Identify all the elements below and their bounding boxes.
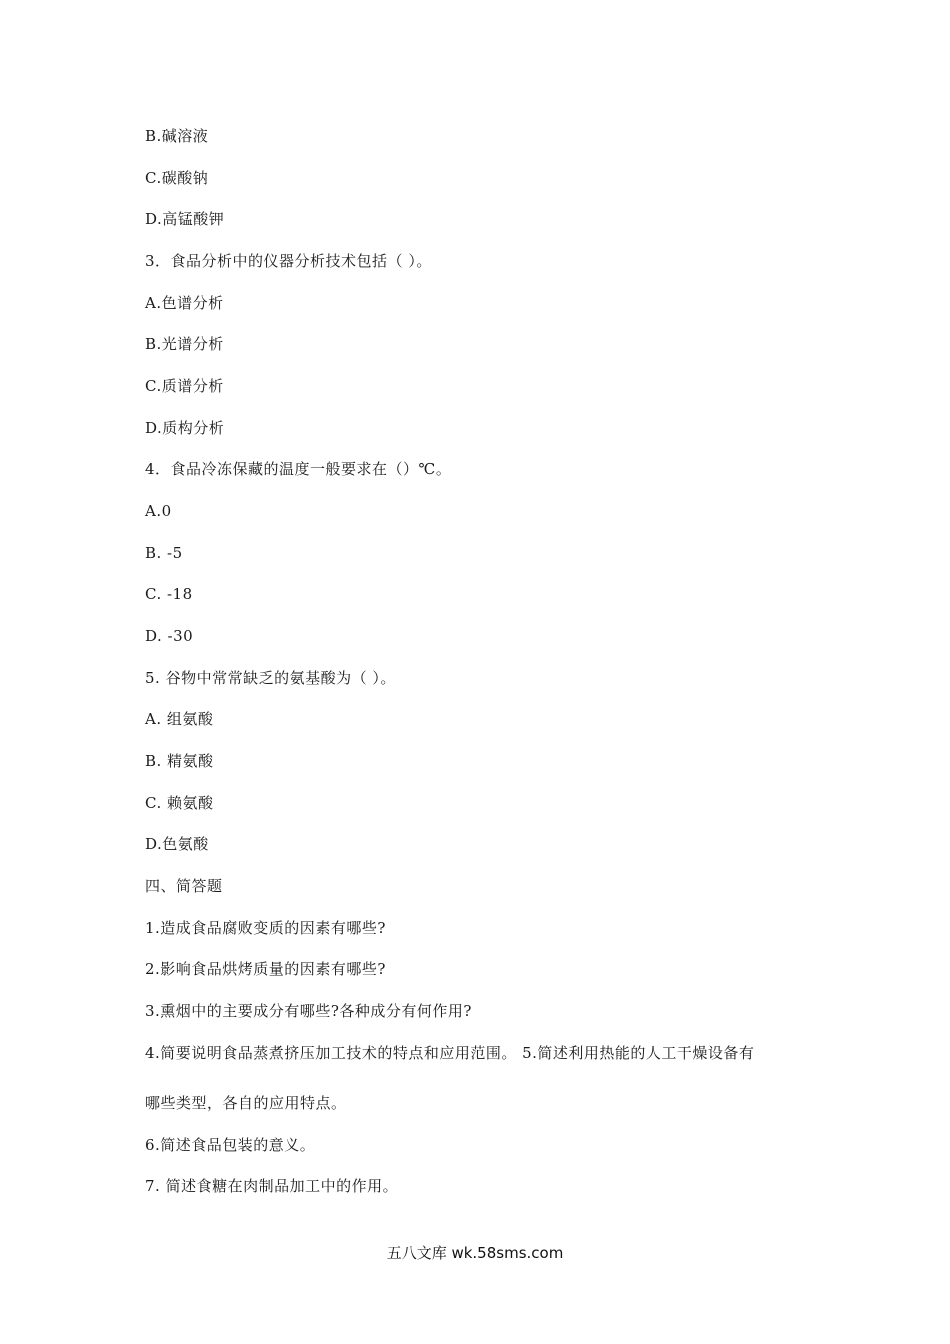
q4-option-d: D. -30	[145, 627, 194, 645]
q3-option-b: B.光谱分析	[145, 335, 224, 353]
short-answer-q1: 1.造成食品腐败变质的因素有哪些?	[145, 919, 386, 937]
q5-stem: 5. 谷物中常常缺乏的氨基酸为（ ）。	[145, 669, 396, 687]
q5-option-b: B. 精氨酸	[145, 752, 214, 770]
short-answer-q6: 6.简述食品包装的意义。	[145, 1136, 316, 1154]
footer-watermark: 五八文库 wk.58sms.com	[386, 1244, 564, 1262]
q2-option-c: C.碳酸钠	[145, 169, 209, 187]
short-answer-q2: 2.影响食品烘烤质量的因素有哪些?	[145, 960, 386, 978]
q5-option-d: D.色氨酸	[145, 835, 209, 853]
q4-option-a: A.0	[145, 502, 172, 520]
q5-option-c: C. 赖氨酸	[145, 794, 214, 812]
short-answer-q4-q5-line1: 4.简要说明食品蒸煮挤压加工技术的特点和应用范围。 5.简述利用热能的人工干燥设备有	[145, 1044, 755, 1062]
short-answer-q5-line2: 哪些类型，各自的应用特点。	[145, 1094, 347, 1112]
short-answer-q3: 3.熏烟中的主要成分有哪些?各种成分有何作用?	[145, 1002, 472, 1020]
q4-option-c: C. -18	[145, 585, 193, 603]
q4-stem: 4．食品冷冻保藏的温度一般要求在（）℃。	[145, 460, 452, 478]
q5-option-a: A. 组氨酸	[145, 710, 214, 728]
section-heading: 四、简答题	[145, 877, 223, 895]
q3-option-d: D.质构分析	[145, 419, 225, 437]
q4-option-b: B. -5	[145, 544, 183, 562]
q3-option-a: A.色谱分析	[145, 294, 224, 312]
short-answer-q7: 7. 简述食糖在肉制品加工中的作用。	[145, 1177, 399, 1195]
q3-stem: 3．食品分析中的仪器分析技术包括（ ）。	[145, 252, 432, 270]
q2-option-d: D.高锰酸钾	[145, 210, 225, 228]
q2-option-b: B.碱溶液	[145, 127, 209, 145]
q3-option-c: C.质谱分析	[145, 377, 224, 395]
